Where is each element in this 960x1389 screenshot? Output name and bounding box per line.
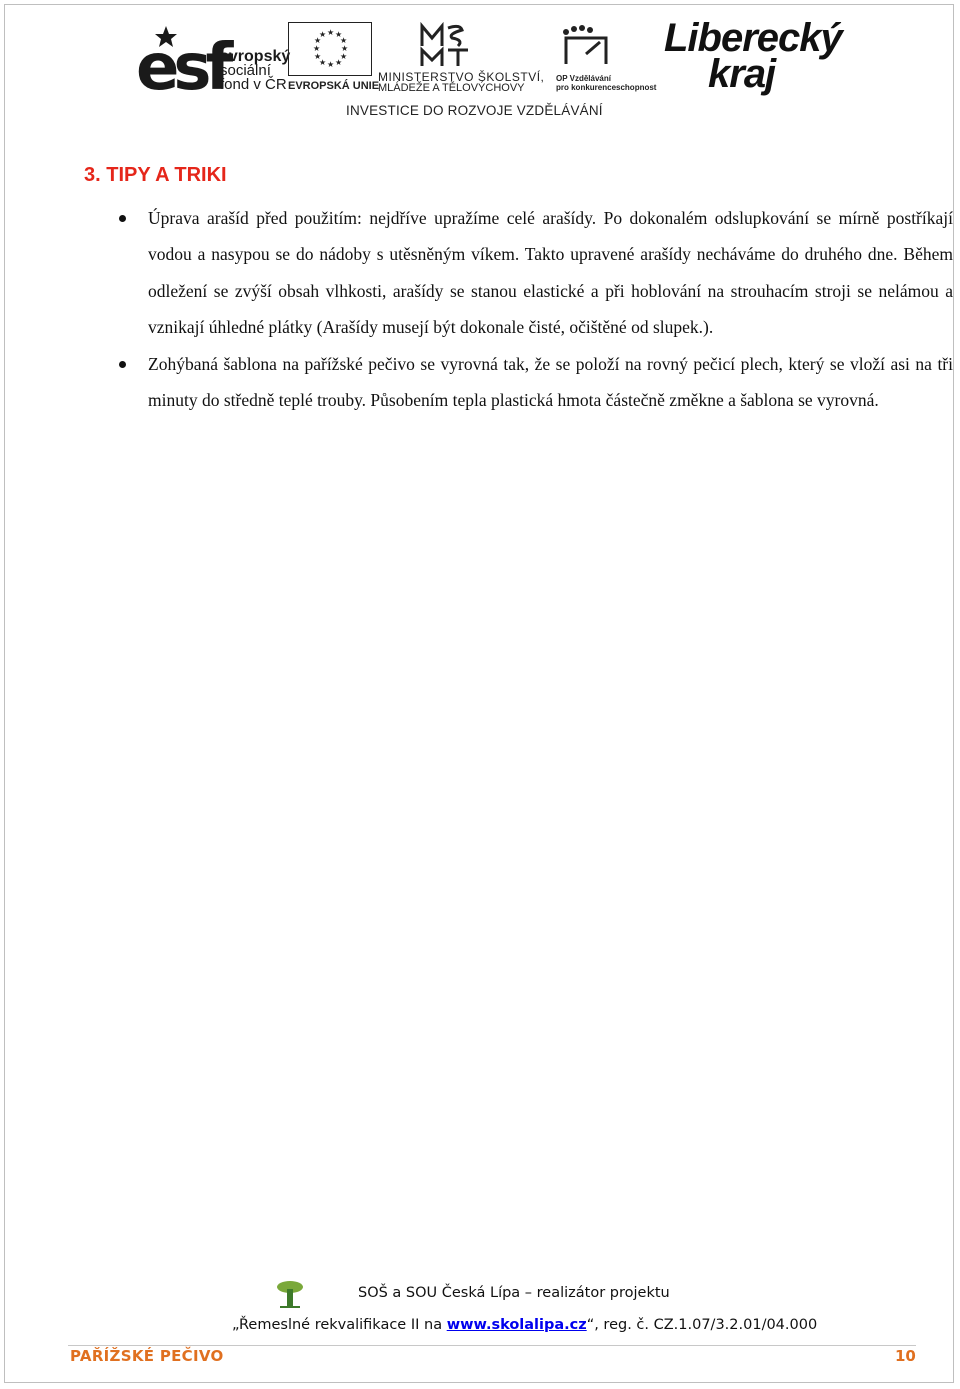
svg-text:★: ★ (335, 30, 343, 39)
msmt-mark-icon (418, 22, 474, 70)
op-logo (556, 24, 657, 94)
footer-project-prefix: „Řemeslné rekvalifikace II na (232, 1317, 447, 1333)
svg-text:★: ★ (313, 44, 321, 53)
footer-project (232, 1317, 817, 1333)
esf-subtitle (220, 50, 290, 92)
op-line1: OP Vzdělávání (556, 74, 611, 83)
footer-project-suffix: “, reg. č. CZ.1.07/3.2.01/04.000 (586, 1317, 818, 1333)
svg-text:★: ★ (314, 52, 322, 61)
eu-flag-icon (288, 22, 372, 76)
page-number: 10 (895, 1347, 916, 1365)
region-line2: kraj (708, 52, 776, 96)
esf-wordmark: esf (136, 31, 228, 105)
msmt-text (378, 72, 544, 94)
esf-line3: fond v ČR (220, 76, 287, 93)
liberecky-kraj-logo (640, 16, 842, 96)
svg-text:★: ★ (327, 60, 335, 69)
esf-line2: sociální (220, 62, 271, 79)
list-item (105, 200, 953, 346)
region-line1: Liberecký (664, 16, 842, 60)
region-wordmark (664, 16, 842, 96)
msmt-line1: MINISTERSTVO ŠKOLSTVÍ, (378, 70, 545, 84)
svg-text:★: ★ (314, 36, 322, 45)
eu-logo (288, 22, 380, 94)
svg-text:★: ★ (335, 58, 343, 67)
list-item-text: Zohýbaná šablona na pařížské pečivo se vyrovná tak, že se položí na rovný pečicí plech, který se vloží asi na tři minuty do středně teplé trouby. Působením tepla plastická hmota částečně změkne a šablona se vyrovná. (148, 353, 953, 411)
footer-divider (68, 1345, 916, 1346)
svg-text:★: ★ (327, 28, 335, 37)
section-heading: 3. TIPY A TRIKI (84, 164, 227, 186)
list-item (105, 346, 953, 419)
svg-text:★: ★ (341, 44, 349, 53)
header-tagline: INVESTICE DO ROZVOJE VZDĚLÁVÁNÍ (346, 103, 603, 118)
op-mark-icon (556, 24, 616, 70)
svg-text:★: ★ (340, 36, 348, 45)
svg-text:★: ★ (319, 30, 327, 39)
school-tree-icon (276, 1279, 304, 1309)
tips-list (105, 200, 953, 418)
document-title: PAŘÍŽSKÉ PEČIVO (70, 1347, 224, 1365)
svg-text:★: ★ (340, 52, 348, 61)
footer-organization: SOŠ a SOU Česká Lípa – realizátor projektu (358, 1285, 670, 1301)
msmt-logo (378, 22, 545, 96)
list-item-text: Úprava arašíd před použitím: nejdříve upražíme celé arašídy. Po dokonalém odslupkování se mírně postříkají vodou a nasypou se do nádoby s utěsněným víkem. Takto upravené arašídy necháváme do druhého dne. Během odležení se zvýší obsah vlhkosti, arašídy se stanou elastické a při hoblování na strouhacím stroji se nelámou a vznikají úhledné plátky (Arašídy musejí být dokonale čisté, očištěné od slupek.). (148, 208, 953, 338)
eu-label: EVROPSKÁ UNIE (288, 80, 380, 92)
svg-text:★: ★ (319, 58, 327, 67)
school-website-link[interactable]: www.skolalipa.cz (446, 1317, 587, 1333)
msmt-line2: MLÁDEŽE A TĚLOVÝCHOVY (378, 82, 525, 94)
bullet-icon (119, 361, 126, 368)
bullet-icon (119, 215, 126, 222)
esf-logo (136, 22, 291, 105)
esf-line1: evropský (220, 48, 291, 65)
op-line2: pro konkurenceschopnost (556, 83, 657, 92)
